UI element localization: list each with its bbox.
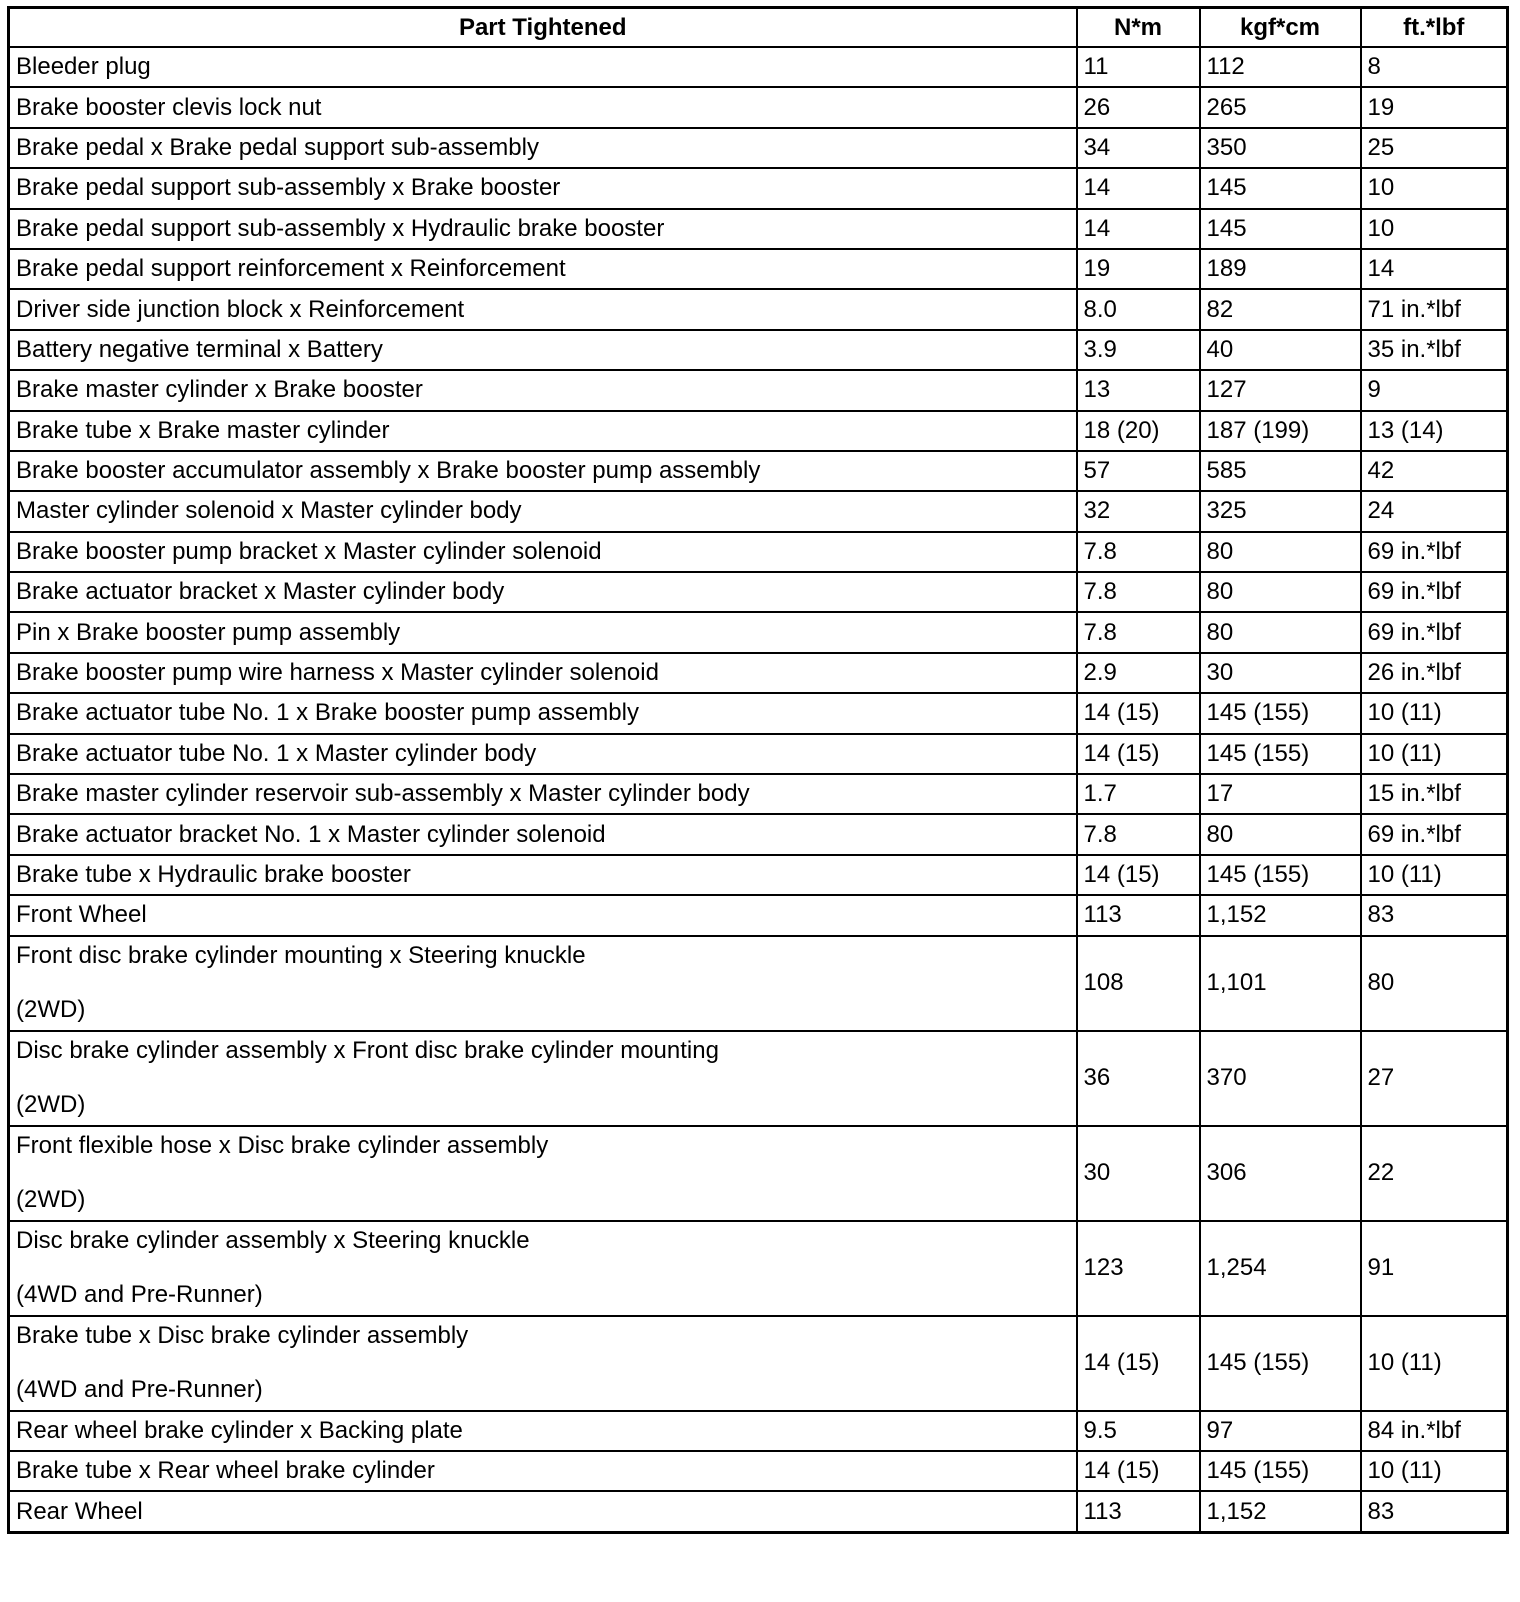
- part-condition: (4WD and Pre-Runner): [16, 1376, 263, 1404]
- table-row: [9, 612, 1508, 652]
- table-row: [9, 693, 1508, 733]
- nm-cell: 18 (20): [1077, 411, 1200, 451]
- kgf-cm-cell: 1,101: [1200, 936, 1361, 1031]
- nm-cell: 19: [1077, 249, 1200, 289]
- part-cell: Brake pedal x Brake pedal support sub-assembly: [9, 128, 1077, 168]
- header-kgf-cm: kgf*cm: [1200, 8, 1361, 48]
- ft-lbf-cell: 9: [1361, 370, 1508, 410]
- nm-cell: 113: [1077, 1491, 1200, 1532]
- ft-lbf-cell: 10 (11): [1361, 1451, 1508, 1491]
- kgf-cm-cell: 1,152: [1200, 895, 1361, 935]
- table-row: [9, 532, 1508, 572]
- nm-cell: 57: [1077, 451, 1200, 491]
- kgf-cm-cell: 265: [1200, 87, 1361, 127]
- kgf-cm-cell: 40: [1200, 330, 1361, 370]
- table-row: [9, 289, 1508, 329]
- nm-cell: 14 (15): [1077, 1316, 1200, 1411]
- table-row: [9, 1031, 1508, 1126]
- table-row: [9, 87, 1508, 127]
- ft-lbf-cell: 13 (14): [1361, 411, 1508, 451]
- ft-lbf-cell: 10 (11): [1361, 734, 1508, 774]
- part-cell: Rear wheel brake cylinder x Backing plate: [9, 1411, 1077, 1451]
- part-cell: Brake master cylinder x Brake booster: [9, 370, 1077, 410]
- table-row: [9, 936, 1508, 1031]
- part-cell: Brake master cylinder reservoir sub-assembly x Master cylinder body: [9, 774, 1077, 814]
- nm-cell: 14 (15): [1077, 693, 1200, 733]
- nm-cell: 13: [1077, 370, 1200, 410]
- part-cell: Pin x Brake booster pump assembly: [9, 612, 1077, 652]
- kgf-cm-cell: 80: [1200, 532, 1361, 572]
- part-condition: (4WD and Pre-Runner): [16, 1281, 263, 1309]
- kgf-cm-cell: 1,254: [1200, 1221, 1361, 1316]
- ft-lbf-cell: 69 in.*lbf: [1361, 814, 1508, 854]
- kgf-cm-cell: 350: [1200, 128, 1361, 168]
- part-cell: [9, 1126, 1077, 1221]
- kgf-cm-cell: 189: [1200, 249, 1361, 289]
- part-cell: Brake pedal support reinforcement x Reinforcement: [9, 249, 1077, 289]
- part-cell: Brake actuator bracket No. 1 x Master cylinder solenoid: [9, 814, 1077, 854]
- kgf-cm-cell: 145 (155): [1200, 734, 1361, 774]
- kgf-cm-cell: 1,152: [1200, 1491, 1361, 1532]
- part-cell: Driver side junction block x Reinforcement: [9, 289, 1077, 329]
- ft-lbf-cell: 10 (11): [1361, 855, 1508, 895]
- part-name: Front flexible hose x Disc brake cylinder assembly: [16, 1132, 549, 1160]
- nm-cell: 30: [1077, 1126, 1200, 1221]
- table-row: [9, 1316, 1508, 1411]
- part-cell: [9, 936, 1077, 1031]
- table-row: [9, 209, 1508, 249]
- nm-cell: 113: [1077, 895, 1200, 935]
- kgf-cm-cell: 187 (199): [1200, 411, 1361, 451]
- ft-lbf-cell: 69 in.*lbf: [1361, 572, 1508, 612]
- ft-lbf-cell: 22: [1361, 1126, 1508, 1221]
- table-row: [9, 451, 1508, 491]
- kgf-cm-cell: 80: [1200, 572, 1361, 612]
- kgf-cm-cell: 112: [1200, 47, 1361, 87]
- table-row: [9, 855, 1508, 895]
- part-cell: Rear Wheel: [9, 1491, 1077, 1532]
- ft-lbf-cell: 26 in.*lbf: [1361, 653, 1508, 693]
- table-row: [9, 814, 1508, 854]
- nm-cell: 9.5: [1077, 1411, 1200, 1451]
- part-condition: (2WD): [16, 1186, 86, 1214]
- ft-lbf-cell: 10: [1361, 209, 1508, 249]
- kgf-cm-cell: 17: [1200, 774, 1361, 814]
- table-row: [9, 734, 1508, 774]
- nm-cell: 14: [1077, 168, 1200, 208]
- ft-lbf-cell: 84 in.*lbf: [1361, 1411, 1508, 1451]
- part-cell: [9, 1316, 1077, 1411]
- kgf-cm-cell: 82: [1200, 289, 1361, 329]
- table-row: [9, 653, 1508, 693]
- part-condition: (2WD): [16, 996, 86, 1024]
- nm-cell: 7.8: [1077, 612, 1200, 652]
- table-row: [9, 168, 1508, 208]
- table-row: [9, 1451, 1508, 1491]
- part-cell: [9, 1031, 1077, 1126]
- header-part-tightened: Part Tightened: [9, 8, 1077, 48]
- nm-cell: 123: [1077, 1221, 1200, 1316]
- part-name: Front disc brake cylinder mounting x Steering knuckle: [16, 942, 586, 970]
- nm-cell: 1.7: [1077, 774, 1200, 814]
- kgf-cm-cell: 370: [1200, 1031, 1361, 1126]
- table-row: [9, 47, 1508, 87]
- part-cell: Brake tube x Hydraulic brake booster: [9, 855, 1077, 895]
- part-cell: Brake tube x Rear wheel brake cylinder: [9, 1451, 1077, 1491]
- ft-lbf-cell: 25: [1361, 128, 1508, 168]
- nm-cell: 2.9: [1077, 653, 1200, 693]
- part-cell: Brake actuator tube No. 1 x Master cylinder body: [9, 734, 1077, 774]
- kgf-cm-cell: 145: [1200, 209, 1361, 249]
- ft-lbf-cell: 10 (11): [1361, 693, 1508, 733]
- table-header-row: [9, 8, 1508, 48]
- nm-cell: 26: [1077, 87, 1200, 127]
- table-row: [9, 330, 1508, 370]
- part-cell: Brake booster pump bracket x Master cylinder solenoid: [9, 532, 1077, 572]
- table-row: [9, 411, 1508, 451]
- part-name: Disc brake cylinder assembly x Front disc brake cylinder mounting: [16, 1037, 719, 1065]
- header-ft-lbf: ft.*lbf: [1361, 8, 1508, 48]
- kgf-cm-cell: 145 (155): [1200, 1316, 1361, 1411]
- nm-cell: 7.8: [1077, 532, 1200, 572]
- nm-cell: 8.0: [1077, 289, 1200, 329]
- ft-lbf-cell: 42: [1361, 451, 1508, 491]
- nm-cell: 7.8: [1077, 814, 1200, 854]
- part-cell: Brake pedal support sub-assembly x Hydraulic brake booster: [9, 209, 1077, 249]
- nm-cell: 11: [1077, 47, 1200, 87]
- nm-cell: 14 (15): [1077, 734, 1200, 774]
- table-row: [9, 572, 1508, 612]
- nm-cell: 34: [1077, 128, 1200, 168]
- table-row: [9, 128, 1508, 168]
- table-row: [9, 774, 1508, 814]
- ft-lbf-cell: 10 (11): [1361, 1316, 1508, 1411]
- kgf-cm-cell: 585: [1200, 451, 1361, 491]
- table-body: [9, 47, 1508, 1532]
- ft-lbf-cell: 91: [1361, 1221, 1508, 1316]
- nm-cell: 14: [1077, 209, 1200, 249]
- table-row: [9, 249, 1508, 289]
- table-row: [9, 1491, 1508, 1532]
- kgf-cm-cell: 145 (155): [1200, 855, 1361, 895]
- nm-cell: 14 (15): [1077, 1451, 1200, 1491]
- ft-lbf-cell: 80: [1361, 936, 1508, 1031]
- ft-lbf-cell: 24: [1361, 491, 1508, 531]
- part-cell: Brake actuator tube No. 1 x Brake booster pump assembly: [9, 693, 1077, 733]
- ft-lbf-cell: 83: [1361, 1491, 1508, 1532]
- part-cell: [9, 1221, 1077, 1316]
- part-cell: Brake tube x Brake master cylinder: [9, 411, 1077, 451]
- kgf-cm-cell: 145 (155): [1200, 1451, 1361, 1491]
- kgf-cm-cell: 325: [1200, 491, 1361, 531]
- part-cell: Master cylinder solenoid x Master cylinder body: [9, 491, 1077, 531]
- ft-lbf-cell: 15 in.*lbf: [1361, 774, 1508, 814]
- kgf-cm-cell: 80: [1200, 612, 1361, 652]
- part-name: Brake tube x Disc brake cylinder assembly: [16, 1322, 469, 1350]
- part-cell: Bleeder plug: [9, 47, 1077, 87]
- torque-spec-table: [7, 6, 1509, 1534]
- ft-lbf-cell: 10: [1361, 168, 1508, 208]
- kgf-cm-cell: 97: [1200, 1411, 1361, 1451]
- ft-lbf-cell: 69 in.*lbf: [1361, 612, 1508, 652]
- part-cell: Battery negative terminal x Battery: [9, 330, 1077, 370]
- part-name: Disc brake cylinder assembly x Steering knuckle: [16, 1227, 530, 1255]
- nm-cell: 36: [1077, 1031, 1200, 1126]
- kgf-cm-cell: 127: [1200, 370, 1361, 410]
- part-cell: Brake booster clevis lock nut: [9, 87, 1077, 127]
- ft-lbf-cell: 8: [1361, 47, 1508, 87]
- kgf-cm-cell: 30: [1200, 653, 1361, 693]
- kgf-cm-cell: 145: [1200, 168, 1361, 208]
- table-row: [9, 370, 1508, 410]
- ft-lbf-cell: 27: [1361, 1031, 1508, 1126]
- nm-cell: 108: [1077, 936, 1200, 1031]
- part-cell: Brake booster pump wire harness x Master cylinder solenoid: [9, 653, 1077, 693]
- part-cell: Front Wheel: [9, 895, 1077, 935]
- ft-lbf-cell: 14: [1361, 249, 1508, 289]
- part-cell: Brake pedal support sub-assembly x Brake booster: [9, 168, 1077, 208]
- ft-lbf-cell: 19: [1361, 87, 1508, 127]
- header-nm: N*m: [1077, 8, 1200, 48]
- ft-lbf-cell: 71 in.*lbf: [1361, 289, 1508, 329]
- table-row: [9, 895, 1508, 935]
- table-row: [9, 1126, 1508, 1221]
- kgf-cm-cell: 306: [1200, 1126, 1361, 1221]
- ft-lbf-cell: 69 in.*lbf: [1361, 532, 1508, 572]
- kgf-cm-cell: 80: [1200, 814, 1361, 854]
- ft-lbf-cell: 83: [1361, 895, 1508, 935]
- table-row: [9, 491, 1508, 531]
- nm-cell: 32: [1077, 491, 1200, 531]
- part-cell: Brake actuator bracket x Master cylinder body: [9, 572, 1077, 612]
- nm-cell: 7.8: [1077, 572, 1200, 612]
- table-row: [9, 1221, 1508, 1316]
- ft-lbf-cell: 35 in.*lbf: [1361, 330, 1508, 370]
- kgf-cm-cell: 145 (155): [1200, 693, 1361, 733]
- table-row: [9, 1411, 1508, 1451]
- nm-cell: 3.9: [1077, 330, 1200, 370]
- part-cell: Brake booster accumulator assembly x Brake booster pump assembly: [9, 451, 1077, 491]
- part-condition: (2WD): [16, 1091, 86, 1119]
- nm-cell: 14 (15): [1077, 855, 1200, 895]
